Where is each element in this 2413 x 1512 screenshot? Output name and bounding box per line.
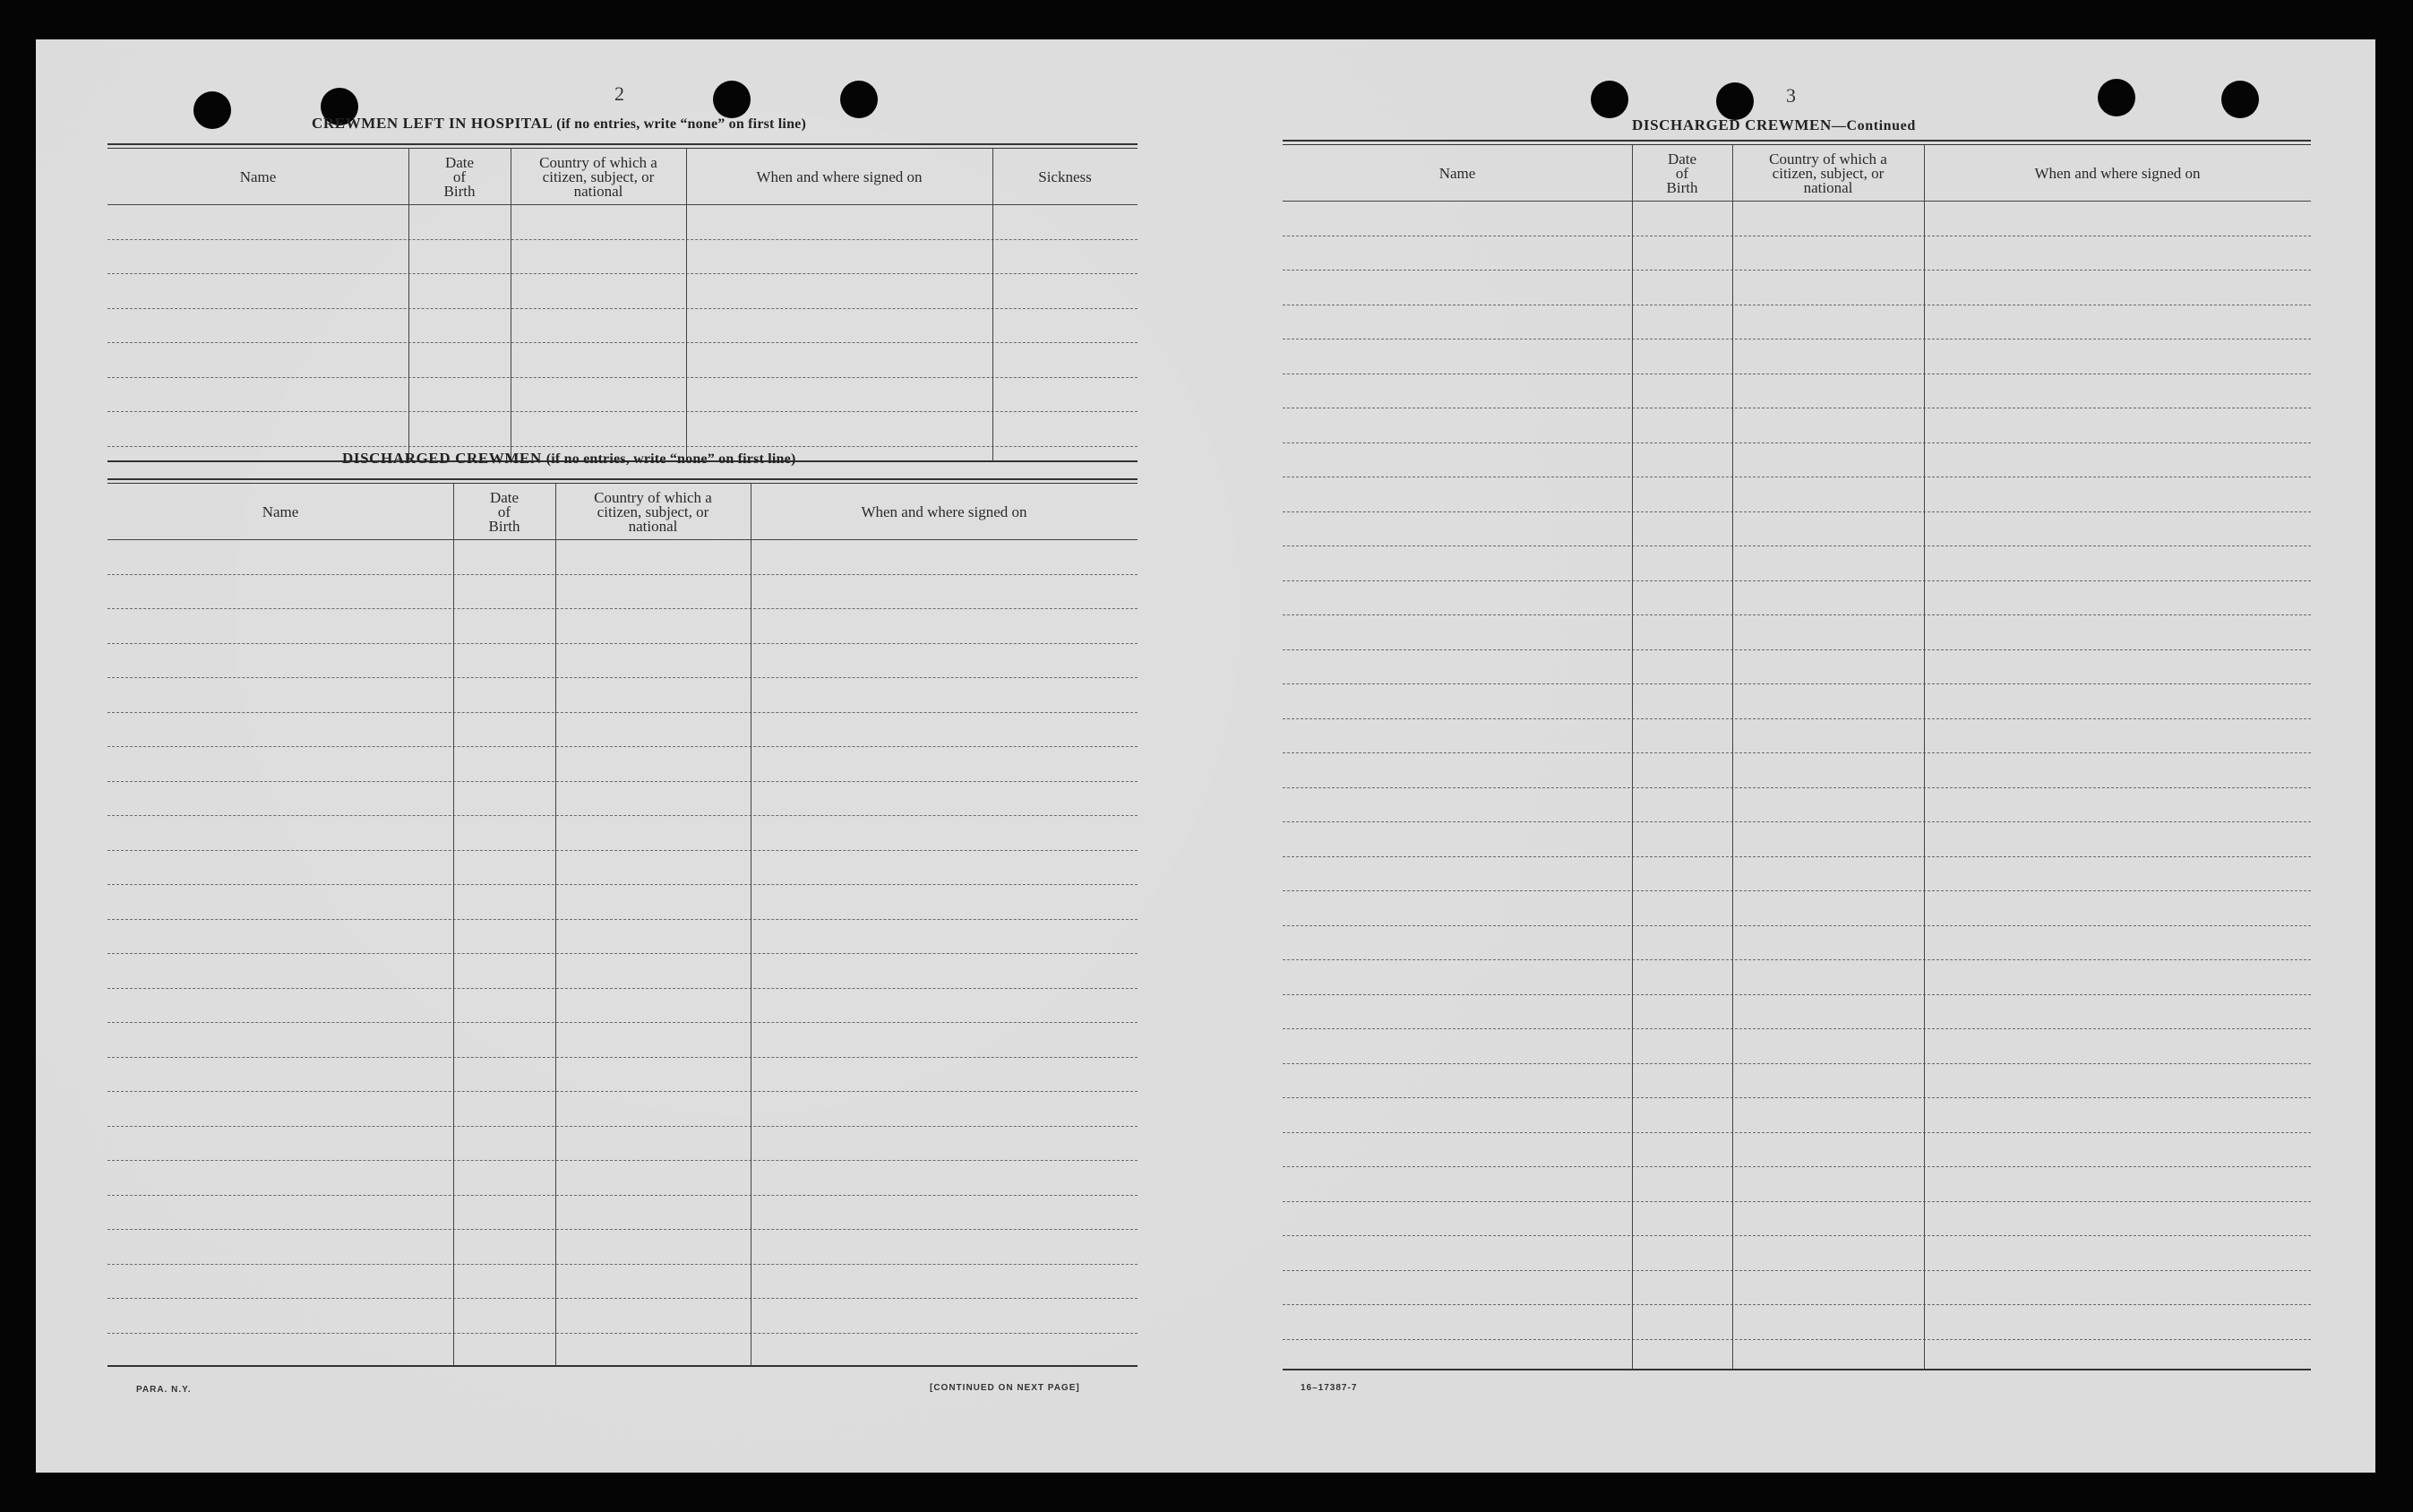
entry-line <box>1283 649 2311 650</box>
discharged-cont-title: DISCHARGED CREWMEN <box>1632 116 1832 133</box>
col-header-name: Name <box>1438 165 1476 182</box>
entry-line <box>1283 1201 2311 1202</box>
entry-line <box>1283 1270 2311 1271</box>
entry-line <box>107 1057 1138 1058</box>
entry-line <box>107 377 1138 378</box>
entry-line <box>1283 718 2311 719</box>
punch-hole-icon <box>713 81 751 118</box>
col-header-country: Country of which a citizen, subject, or national <box>594 489 712 535</box>
page-number-right: 3 <box>1786 84 1796 107</box>
punch-hole-icon <box>2221 81 2259 118</box>
form-sheet <box>36 39 2375 1473</box>
entry-line <box>107 1022 1138 1023</box>
entry-line <box>107 273 1138 274</box>
entry-line <box>1283 994 2311 995</box>
discharged-continued-title <box>1632 116 1916 134</box>
col-header-signed: When and where signed on <box>2034 165 2201 182</box>
bottom-rule <box>1283 1369 2311 1370</box>
continued-note: [CONTINUED ON NEXT PAGE] <box>930 1383 1080 1393</box>
entry-line <box>107 746 1138 747</box>
entry-line <box>107 677 1138 678</box>
hospital-table <box>107 143 1138 462</box>
entry-line <box>107 1333 1138 1334</box>
entry-line <box>1283 890 2311 891</box>
entry-line <box>107 308 1138 309</box>
punch-hole-icon <box>2098 79 2135 116</box>
entry-line <box>1283 270 2311 271</box>
col-header-dob: Date of Birth <box>1666 150 1698 196</box>
page-number-left: 2 <box>614 82 624 105</box>
entry-line <box>107 1264 1138 1265</box>
entry-line <box>1283 1028 2311 1029</box>
entry-line <box>107 643 1138 644</box>
discharged-table <box>107 478 1138 1367</box>
entry-line <box>107 781 1138 782</box>
entry-line <box>1283 1235 2311 1236</box>
entry-line <box>107 1160 1138 1161</box>
entry-line <box>107 1229 1138 1230</box>
discharged-section-title <box>342 450 795 468</box>
entry-line <box>1283 959 2311 960</box>
header-rule <box>107 539 1138 540</box>
entry-line <box>107 884 1138 885</box>
hospital-section-title <box>312 115 806 133</box>
entry-line <box>107 919 1138 920</box>
entry-line <box>1283 442 2311 443</box>
punch-hole-icon <box>1716 82 1754 120</box>
hospital-subtitle: (if no entries, write “none” on first line) <box>556 116 806 132</box>
entry-line <box>1283 1304 2311 1305</box>
column-rule <box>555 484 556 1365</box>
col-header-signed: When and where signed on <box>756 168 923 185</box>
bottom-rule <box>107 1365 1138 1367</box>
printer-mark: PARA. N.Y. <box>136 1385 192 1395</box>
entry-line <box>107 574 1138 575</box>
entry-line <box>107 446 1138 447</box>
hospital-title: CREWMEN LEFT IN HOSPITAL <box>312 115 553 132</box>
entry-line <box>1283 856 2311 857</box>
continued-label: —Continued <box>1831 118 1916 133</box>
entry-line <box>107 239 1138 240</box>
entry-line <box>107 342 1138 343</box>
col-header-dob: Date of Birth <box>488 489 520 535</box>
col-header-name: Name <box>239 168 277 185</box>
discharged-title: DISCHARGED CREWMEN <box>342 450 542 467</box>
col-header-name: Name <box>262 503 299 520</box>
column-rule <box>1632 145 1633 1369</box>
header-rule <box>1283 201 2311 202</box>
entry-line <box>1283 511 2311 512</box>
entry-line <box>107 988 1138 989</box>
entry-line <box>107 1126 1138 1127</box>
column-rule <box>1924 145 1925 1369</box>
entry-line <box>107 953 1138 954</box>
form-number: 16–17387-7 <box>1301 1383 1358 1393</box>
entry-line <box>107 850 1138 851</box>
column-rule <box>1732 145 1733 1369</box>
punch-hole-icon <box>840 81 878 118</box>
entry-line <box>1283 821 2311 822</box>
entry-line <box>107 411 1138 412</box>
entry-line <box>1283 683 2311 684</box>
entry-line <box>1283 614 2311 615</box>
column-rule <box>992 149 993 460</box>
entry-line <box>1283 925 2311 926</box>
discharged-continued-table <box>1283 140 2311 1370</box>
col-header-country: Country of which a citizen, subject, or national <box>539 154 657 200</box>
entry-line <box>107 1091 1138 1092</box>
entry-line <box>1283 1063 2311 1064</box>
entry-line <box>107 815 1138 816</box>
entry-line <box>1283 580 2311 581</box>
column-rule <box>453 484 454 1365</box>
entry-line <box>107 712 1138 713</box>
entry-line <box>1283 1132 2311 1133</box>
col-header-sickness: Sickness <box>1038 168 1092 185</box>
column-rule <box>686 149 687 460</box>
punch-hole-icon <box>1591 81 1628 118</box>
entry-line <box>107 1298 1138 1299</box>
entry-line <box>107 608 1138 609</box>
col-header-country: Country of which a citizen, subject, or national <box>1769 150 1887 196</box>
punch-hole-icon <box>193 91 231 129</box>
entry-line <box>1283 787 2311 788</box>
column-rule <box>408 149 409 460</box>
entry-line <box>1283 1166 2311 1167</box>
entry-line <box>1283 1339 2311 1340</box>
entry-line <box>1283 752 2311 753</box>
col-header-dob: Date of Birth <box>443 154 476 200</box>
entry-line <box>1283 1097 2311 1098</box>
col-header-signed: When and where signed on <box>861 503 1027 520</box>
discharged-subtitle: (if no entries, write “none” on first line) <box>545 451 796 467</box>
entry-line <box>107 1195 1138 1196</box>
header-rule <box>107 204 1138 205</box>
